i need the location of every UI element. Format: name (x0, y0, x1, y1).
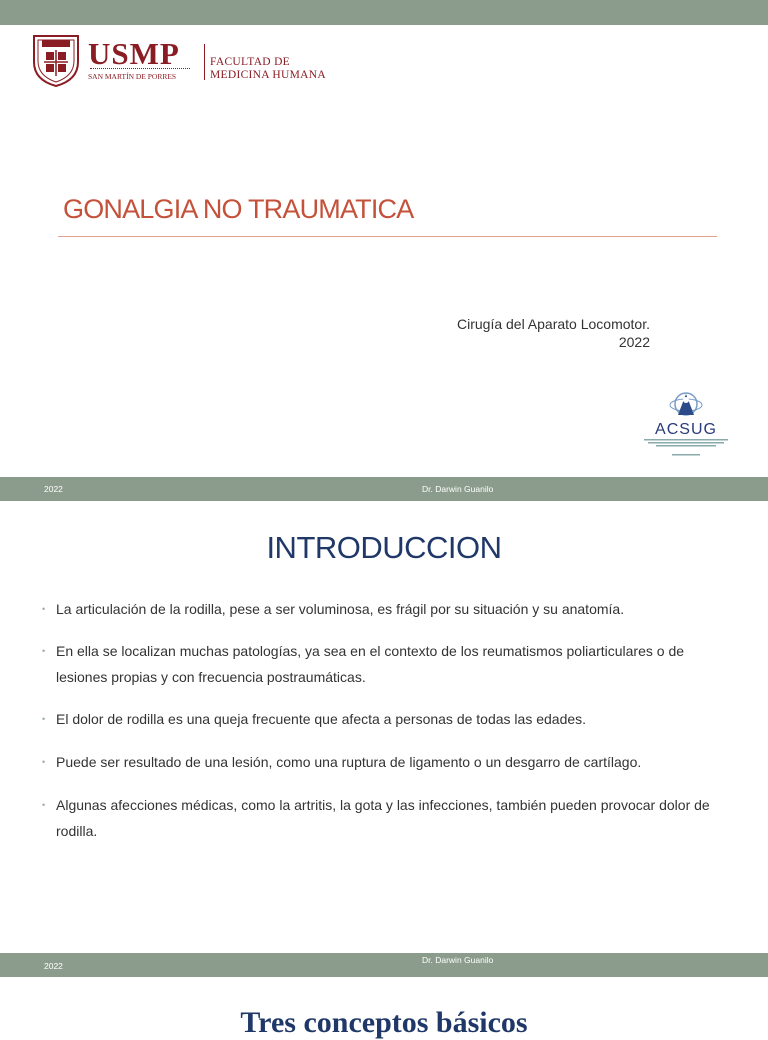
footer-year: 2022 (44, 484, 63, 494)
list-item: • En ella se localizan muchas patologías, ya sea en el contexto de los reumatismos poliarticulares o de lesiones propias y con frecuencia postraumáticas. (42, 638, 722, 690)
footer-author: Dr. Darwin Guanilo (422, 955, 494, 965)
footer-author: Dr. Darwin Guanilo (422, 484, 494, 494)
course-year: 2022 (618, 334, 650, 350)
logo-divider (204, 44, 205, 80)
brand-name: USMP (88, 36, 180, 71)
slide-title-introduccion: INTRODUCCION (266, 530, 502, 565)
acsug-logo-icon (636, 388, 736, 460)
slide-title-conceptos: Tres conceptos básicos (240, 1006, 528, 1039)
faculty-line-1: FACULTAD DE (210, 56, 291, 68)
crest-icon (30, 32, 82, 88)
faculty-line-2: MEDICINA HUMANA (210, 69, 326, 81)
course-name: Cirugía del Aparato Locomotor. (456, 316, 650, 332)
footer-band-2 (0, 953, 768, 977)
title-underline (58, 236, 717, 237)
list-item: • La articulación de la rodilla, pese a ser voluminosa, es frágil por su situación y su anatomía. (42, 596, 722, 622)
list-item: • Puede ser resultado de una lesión, como una ruptura de ligamento o un desgarro de cartílago. (42, 749, 722, 775)
brand-subtitle: SAN MARTÍN DE PORRES (88, 72, 177, 81)
list-item: • El dolor de rodilla es una queja frecuente que afecta a personas de todas las edades. (42, 706, 722, 732)
top-bar (0, 0, 768, 25)
course-info (457, 315, 650, 351)
faculty-name (210, 56, 326, 82)
footer-year: 2022 (44, 961, 63, 971)
slide-title-gonalgia: GONALGIA NO TRAUMATICA (63, 194, 414, 224)
svg-text:ACSUG: ACSUG (655, 421, 717, 438)
bullet-list (42, 596, 722, 844)
list-item: • Algunas afecciones médicas, como la artritis, la gota y las infecciones, también pueden provocar dolor de rodilla. (42, 792, 722, 844)
footer-band-1 (0, 477, 768, 501)
brand-dots (90, 68, 190, 69)
